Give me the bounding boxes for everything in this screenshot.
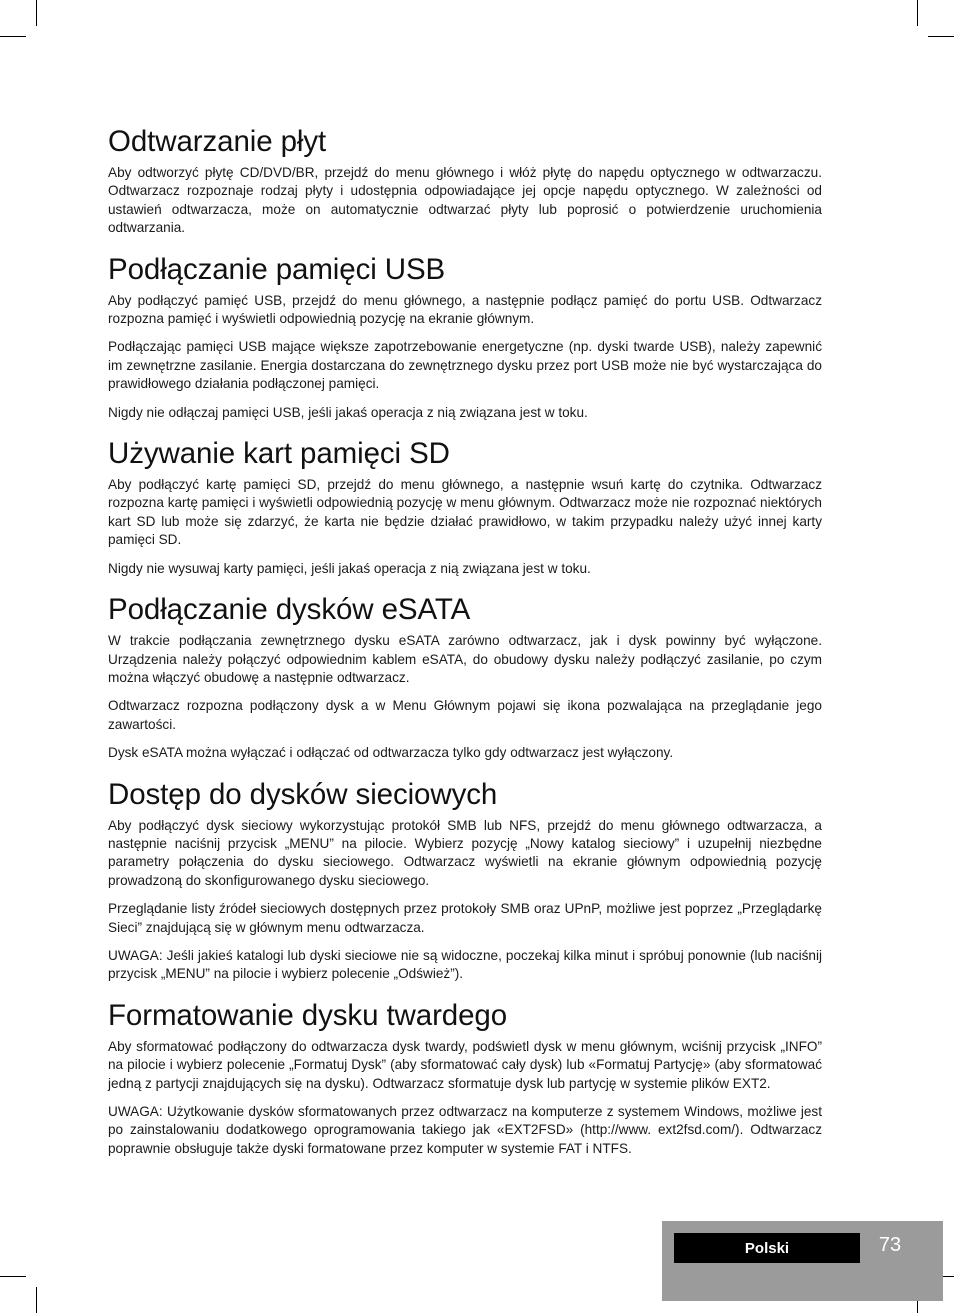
section-paragraph: W trakcie podłączania zewnętrznego dysku eSATA zarówno odtwarzacz, jak i dysk powinny być wyłączone. Urządzenia należy połączyć odpowiednim kablem eSATA, do obudowy dysku należy podłączyć zasilanie, po czym można włączyć obudowę a następnie odtwarzacz. <box>108 633 822 685</box>
section-paragraph: Aby podłączyć kartę pamięci SD, przejdź do menu głównego, a następnie wsuń kartę do czytnika. Odtwarzacz rozpozna kartę pamięci i wyświetli odpowiednią pozycję w menu głównym. Odtwarzacz może nie rozpoznać niektórych kart SD lub może się zdarzyć, że karta nie będzie działać prawidłowo, w takim przypadku należy użyć innej karty pamięci SD. <box>108 477 822 548</box>
section-paragraph: Nigdy nie odłączaj pamięci USB, jeśli jakaś operacja z nią związana jest w toku. <box>108 404 588 420</box>
section-heading: Używanie kart pamięci SD <box>108 437 450 471</box>
section-network-drives <box>108 777 822 984</box>
section-heading: Podłączanie dysków eSATA <box>108 593 471 627</box>
section-sd-cards <box>108 436 822 578</box>
section-paragraph: UWAGA: Jeśli jakieś katalogi lub dyski sieciowe nie są widoczne, poczekaj kilka minut i spróbuj ponownie (lub naciśnij przycisk „MENU” na pilocie i wybierz polecenie „Odśwież”). <box>108 947 822 982</box>
crop-mark <box>917 0 918 26</box>
section-disc-playback <box>108 124 822 238</box>
page-footer <box>662 1221 943 1301</box>
crop-mark <box>36 1287 37 1313</box>
section-paragraph: Podłączając pamięci USB mające większe zapotrzebowanie energetyczne (np. dyski twarde USB), należy zapewnić im zewnętrzne zasilanie. Energia dostarczana do zewnętrznego dysku przez port USB może nie być wystarczająca do prawidłowego działania podłączonej pamięci. <box>108 339 822 392</box>
section-heading: Formatowanie dysku twardego <box>108 998 508 1032</box>
language-badge: Polski <box>674 1233 860 1263</box>
section-paragraph: Aby odtworzyć płytę CD/DVD/BR, przejdź do menu głównego i włóż płytę do napędu optycznego w odtwarzaczu. Odtwarzacz rozpoznaje rodzaj płyty i udostępnia odpowiadające jej opcje napędu optycznego. W zależności od ustawień odtwarzacza, może on automatycznie odtwarzać płyty lub poprosić o potwierdzenie uruchomienia odtwarzania. <box>108 165 822 236</box>
section-paragraph: UWAGA: Użytkowanie dysków sformatowanych przez odtwarzacz na komputerze z systemem Windows, możliwe jest po zainstalowaniu dodatkowego oprogramowania takiego jak «EXT2FSD» (http://www. ext2fsd.com/). Odtwarzacz poprawnie obsługuje także dyski formatowane przez komputer w systemie FAT i NTFS. <box>108 1104 822 1156</box>
section-heading: Dostęp do dysków sieciowych <box>108 777 498 811</box>
section-usb-memory <box>108 252 822 422</box>
section-hdd-formatting <box>108 998 822 1158</box>
section-esata-disks <box>108 592 822 762</box>
section-paragraph: Aby sformatować podłączony do odtwarzacza dysk twardy, podświetl dysk w menu głównym, wciśnij przycisk „INFO” na pilocie i wybierz polecenie „Formatuj Dysk” (aby sformatować cały dysk) lub «Formatuj Partycję» (aby sformatować jedną z partycji znajdujących się na dysku). Odtwarzacz sformatuje dysk lub partycję w systemie plików EXT2. <box>108 1038 822 1091</box>
page-content <box>108 124 822 1168</box>
crop-mark <box>0 36 26 37</box>
section-paragraph: Przeglądanie listy źródeł sieciowych dostępnych przez protokoły SMB oraz UPnP, możliwe jest poprzez „Przeglądarkę Sieci” znajdującą się w głównym menu odtwarzacza. <box>108 901 822 935</box>
crop-mark <box>36 0 37 26</box>
section-paragraph: Odtwarzacz rozpozna podłączony dysk a w Menu Głównym pojawi się ikona pozwalająca na przeglądanie jego zawartości. <box>108 698 822 732</box>
section-paragraph: Dysk eSATA można wyłączać i odłączać od odtwarzacza tylko gdy odtwarzacz jest wyłączony. <box>108 745 674 761</box>
crop-mark <box>0 1276 26 1277</box>
section-heading: Podłączanie pamięci USB <box>108 252 446 286</box>
section-paragraph: Nigdy nie wysuwaj karty pamięci, jeśli jakaś operacja z nią związana jest w toku. <box>108 560 591 576</box>
section-heading: Odtwarzanie płyt <box>108 125 327 158</box>
page-number: 73 <box>878 1234 902 1256</box>
section-paragraph: Aby podłączyć dysk sieciowy wykorzystując protokół SMB lub NFS, przejdź do menu głównego odtwarzacza, a następnie naciśnij przycisk „MENU” na pilocie. Wybierz pozycję „Nowy katalog sieciowy” i uzupełnij niezbędne parametry połączenia do dysku sieciowego. Odtwarzacz wyświetli na ekranie głównym odpowiednią pozycję prowadzoną do skonfigurowanego dysku sieciowego. <box>108 817 822 888</box>
section-paragraph: Aby podłączyć pamięć USB, przejdź do menu głównego, a następnie podłącz pamięć do portu USB. Odtwarzacz rozpozna pamięć i wyświetli odpowiednią pozycję na ekranie głównym. <box>108 292 822 327</box>
crop-mark <box>928 36 954 37</box>
